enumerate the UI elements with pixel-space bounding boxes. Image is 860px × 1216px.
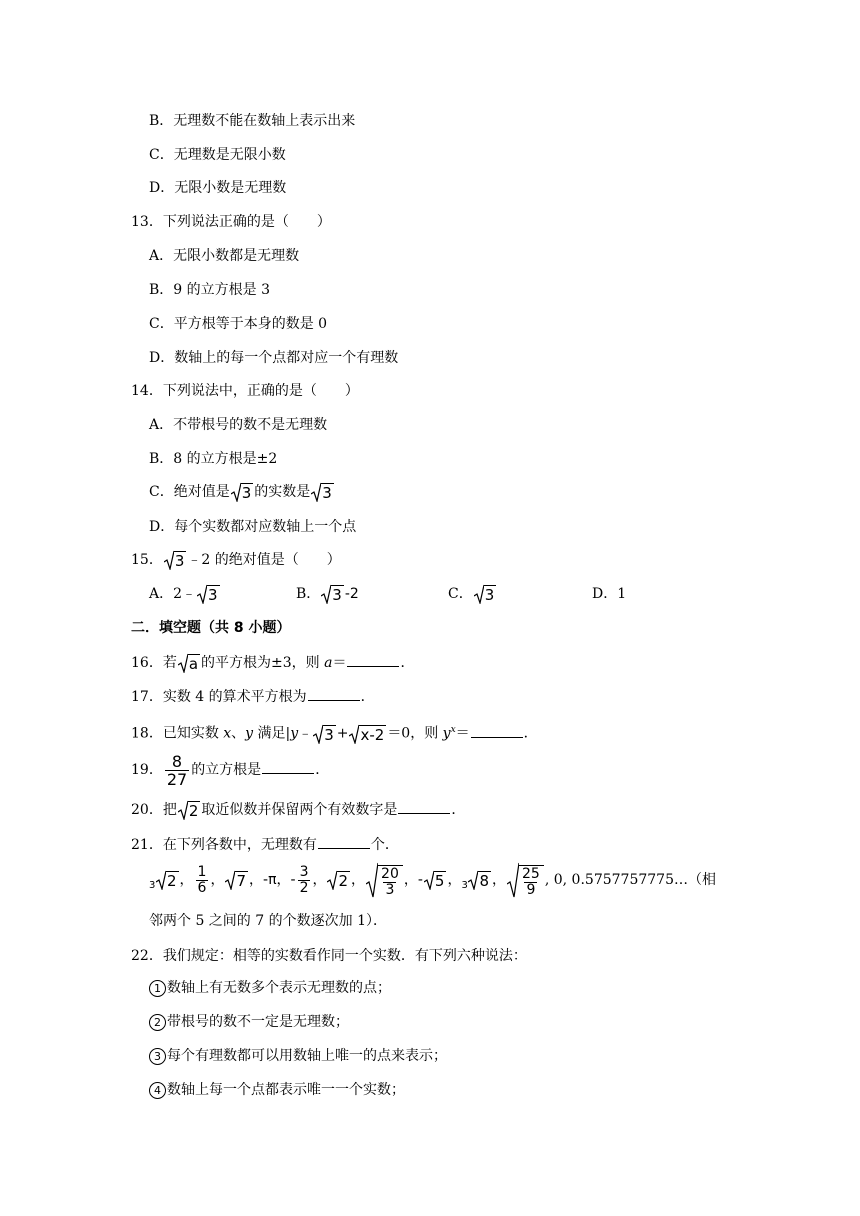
sqrt-expression: 7 <box>225 870 248 890</box>
q13-stem: 13．下列说法正确的是（ ） <box>131 214 331 230</box>
q22-item-4: 4 数轴上每一个点都表示唯一一个实数； <box>149 1080 405 1100</box>
q13-option-d: D．数轴上的每一个点都对应一个有理数 <box>149 350 399 366</box>
answer-blank <box>471 723 523 738</box>
sqrt-expression: 3 <box>313 724 336 744</box>
cube-root-expression: 3 8 <box>461 872 490 891</box>
sqrt-expression: 3 <box>231 482 254 502</box>
sqrt-expression: 5 <box>424 870 447 890</box>
sqrt-expression: 2 <box>178 800 201 820</box>
circled-number: 2 <box>149 1014 166 1031</box>
q12-option-b: B．无理数不能在数轴上表示出来 <box>149 113 356 129</box>
q22-item-2: 2 带根号的数不一定是无理数； <box>149 1012 349 1032</box>
answer-blank <box>347 652 399 667</box>
q22-item-1: 1 数轴上有无数多个表示无理数的点； <box>149 978 391 998</box>
circled-number: 4 <box>149 1082 166 1099</box>
q12-option-d: D．无限小数是无理数 <box>149 180 287 196</box>
sqrt-expression: 2 <box>327 870 350 890</box>
q14-option-b: B．8 的立方根是±2 <box>149 451 278 467</box>
fraction: $\frac{8}{27}$ <box>166 751 188 789</box>
sqrt-fraction-expression: $\frac{25}{9}$ <box>507 862 544 898</box>
sqrt-expression: 3 <box>474 584 497 604</box>
q15-option-c: C． 3 <box>448 586 495 604</box>
q16: 16．若 a 的平方根为±3，则 a＝ ． <box>131 652 414 673</box>
sqrt-expression: a <box>178 653 200 673</box>
sqrt-expression: 3 <box>311 482 334 502</box>
q22-item-3: 3 每个有理数都可以用数轴上唯一的点来表示； <box>149 1046 447 1066</box>
q19: 19． $\frac{8}{27}$ 的立方根是 ． <box>131 751 330 789</box>
sqrt-expression: 3 <box>321 584 344 604</box>
q15-option-b: B． 3 -2 <box>296 586 359 604</box>
answer-blank <box>262 759 314 774</box>
q15-stem: 15． 3 ﹣2 的绝对值是（ ） <box>131 552 341 570</box>
answer-blank <box>318 834 370 849</box>
sqrt-expression: 3 <box>197 584 220 604</box>
q12-option-c: C．无理数是无限小数 <box>149 147 286 163</box>
q21-stem: 21．在下列各数中，无理数有 个． <box>131 834 399 855</box>
q18: 18．已知实数 x、y 满足|y﹣ 3 + x-2 ＝0，则 $y^x=$ ． <box>131 720 538 744</box>
q13-option-b: B．9 的立方根是 3 <box>149 282 271 298</box>
answer-blank <box>308 686 360 701</box>
section-heading: 二．填空题（共 8 小题） <box>131 620 291 636</box>
q14-stem: 14．下列说法中，正确的是（ ） <box>131 383 359 399</box>
sqrt-expression: 3 <box>164 550 187 570</box>
fraction: $\frac{3}{2}$ <box>299 863 309 896</box>
q14-option-d: D．每个实数都对应数轴上一个点 <box>149 519 357 535</box>
q20: 20．把 2 取近似数并保留两个有效数字是 ． <box>131 799 465 820</box>
q17: 17．实数 4 的算术平方根为 ． <box>131 686 375 707</box>
q15-option-a: A．2﹣ 3 <box>149 586 218 604</box>
q14-option-a: A．不带根号的数不是无理数 <box>149 417 328 433</box>
q21-line2: 邻两个 5 之间的 7 的个数逐次加 1）． <box>149 913 387 929</box>
sqrt-expression: x-2 <box>349 724 386 744</box>
circled-number: 3 <box>149 1048 166 1065</box>
fraction: $\frac{1}{6}$ <box>197 863 207 896</box>
q13-option-c: C．平方根等于本身的数是 0 <box>149 316 328 332</box>
q15-option-d: D．1 <box>592 586 627 602</box>
answer-blank <box>398 799 450 814</box>
sqrt-fraction-expression: $\frac{20}{3}$ <box>366 862 403 898</box>
q21-number-list: 3 2 ， $\frac{1}{6}$ ， 7 ，-π，- $\frac{3}{2}$ ， 2 ， $\frac{20}{3}$ ，- 5 ， 3 8 ， $\frac{25}{9}$ , 0, 0.5757757775…（相 <box>149 863 716 898</box>
cube-root-expression: 3 2 <box>149 872 177 891</box>
circled-number: 1 <box>149 980 166 997</box>
q14-option-c: C．绝对值是 3 的实数是 3 <box>149 484 332 502</box>
q22-stem: 22．我们规定：相等的实数看作同一个实数．有下列六种说法： <box>131 948 527 964</box>
q13-option-a: A．无限小数都是无理数 <box>149 248 300 264</box>
